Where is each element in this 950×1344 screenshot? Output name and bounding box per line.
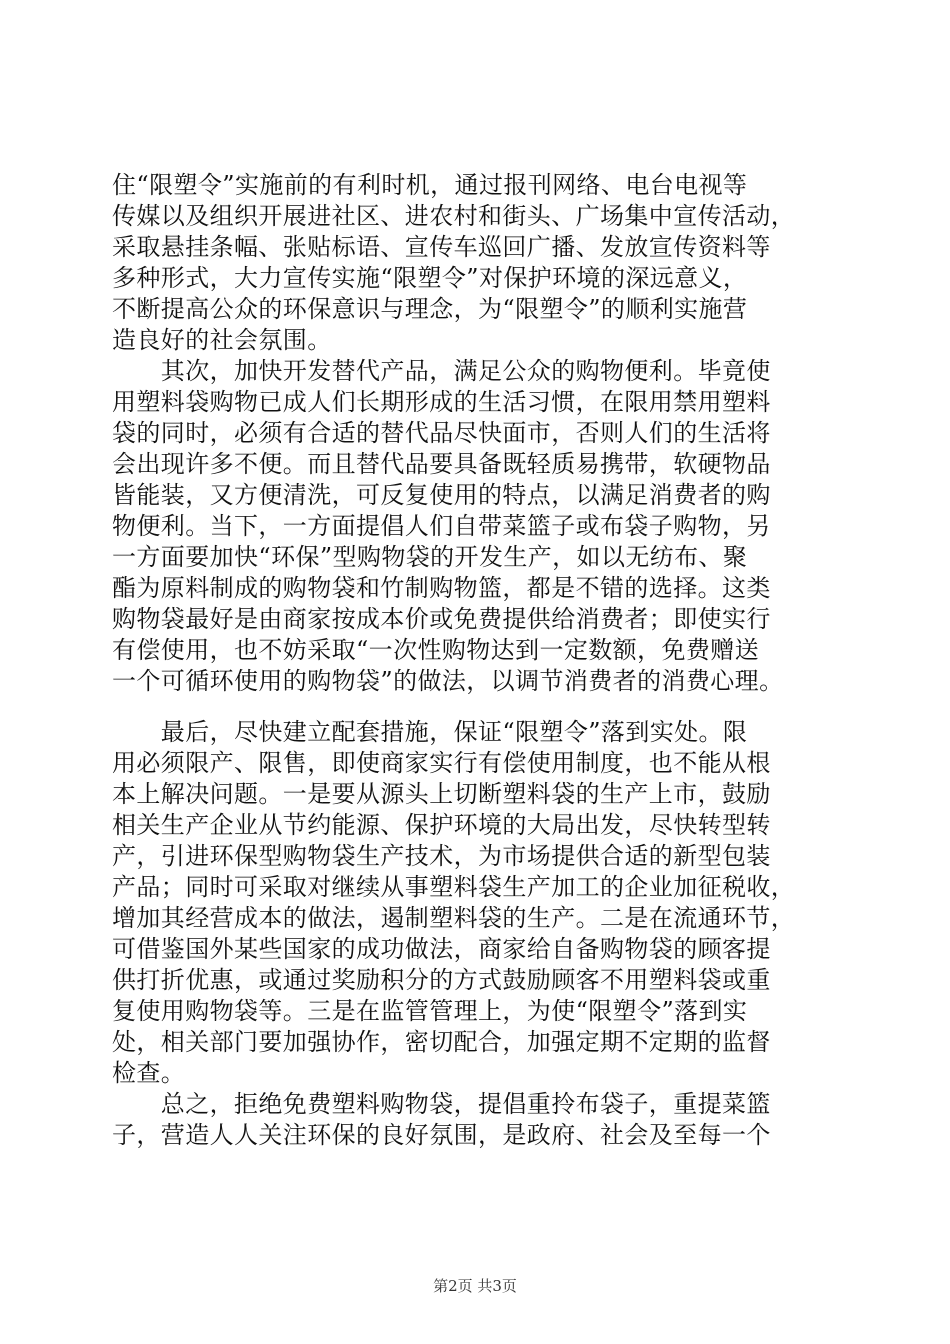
- text-line: 住“限塑令”实施前的有利时机，通过报刊网络、电台电视等: [112, 171, 748, 199]
- document-body: [112, 170, 852, 1151]
- text-line: 其次，加快开发替代产品，满足公众的购物便利。毕竟使: [112, 357, 771, 385]
- text-line: 产，引进环保型购物袋生产技术，为市场提供合适的新型包装: [112, 842, 771, 870]
- text-line: 物便利。当下，一方面提倡人们自带菜篮子或布袋子购物，另: [112, 512, 771, 540]
- text-line: 一方面要加快“环保”型购物袋的开发生产，如以无纺布、聚: [112, 543, 748, 571]
- text-line: 多种形式，大力宣传实施“限塑令”对保护环境的深远意义，: [112, 264, 748, 292]
- text-line: 子，营造人人关注环保的良好氛围，是政府、社会及至每一个: [112, 1121, 771, 1149]
- text-line: 酯为原料制成的购物袋和竹制购物篮，都是不错的选择。这类: [112, 574, 771, 602]
- text-line: 购物袋最好是由商家按成本价或免费提供给消费者；即使实行: [112, 605, 771, 633]
- text-line: 增加其经营成本的做法，遏制塑料袋的生产。二是在流通环节，: [112, 904, 796, 932]
- text-line: 总之，拒绝免费塑料购物袋，提倡重拎布袋子，重提菜篮: [112, 1090, 771, 1118]
- text-line: 用塑料袋购物已成人们长期形成的生活习惯，在限用禁用塑料: [112, 388, 771, 416]
- page-footer: 第2页 共3页: [433, 1277, 517, 1295]
- text-line: 可借鉴国外某些国家的成功做法，商家给自备购物袋的顾客提: [112, 935, 771, 963]
- text-line: 处，相关部门要加强协作，密切配合，加强定期不定期的监督: [112, 1028, 771, 1056]
- text-line: 采取悬挂条幅、张贴标语、宣传车巡回广播、发放宣传资料等: [112, 233, 771, 261]
- text-line: 不断提高公众的环保意识与理念，为“限塑令”的顺利实施营: [112, 295, 748, 323]
- paragraph-gap: [112, 697, 852, 717]
- text-line: 相关生产企业从节约能源、保护环境的大局出发，尽快转型转: [112, 811, 771, 839]
- text-line: 一个可循环使用的购物袋”的做法，以调节消费者的消费心理。: [112, 667, 784, 695]
- text-line: 本上解决问题。一是要从源头上切断塑料袋的生产上市，鼓励: [112, 780, 771, 808]
- text-line: 袋的同时，必须有合适的替代品尽快面市，否则人们的生活将: [112, 419, 771, 447]
- text-line: 造良好的社会氛围。: [112, 326, 332, 354]
- text-line: 最后，尽快建立配套措施，保证“限塑令”落到实处。限: [112, 718, 748, 746]
- text-line: 会出现许多不便。而且替代品要具备既轻质易携带，软硬物品: [112, 450, 771, 478]
- text-line: 供打折优惠，或通过奖励积分的方式鼓励顾客不用塑料袋或重: [112, 966, 771, 994]
- text-line: 复使用购物袋等。三是在监管管理上，为使“限塑令”落到实: [112, 997, 748, 1025]
- text-line: 皆能装，又方便清洗，可反复使用的特点，以满足消费者的购: [112, 481, 771, 509]
- text-line: 检查。: [112, 1059, 186, 1087]
- text-line: 传媒以及组织开展进社区、进农村和街头、广场集中宣传活动，: [112, 202, 796, 230]
- text-line: 用必须限产、限售，即使商家实行有偿使用制度，也不能从根: [112, 749, 771, 777]
- text-line: 产品；同时可采取对继续从事塑料袋生产加工的企业加征税收，: [112, 873, 796, 901]
- text-line: 有偿使用，也不妨采取“一次性购物达到一定数额，免费赠送: [112, 636, 760, 664]
